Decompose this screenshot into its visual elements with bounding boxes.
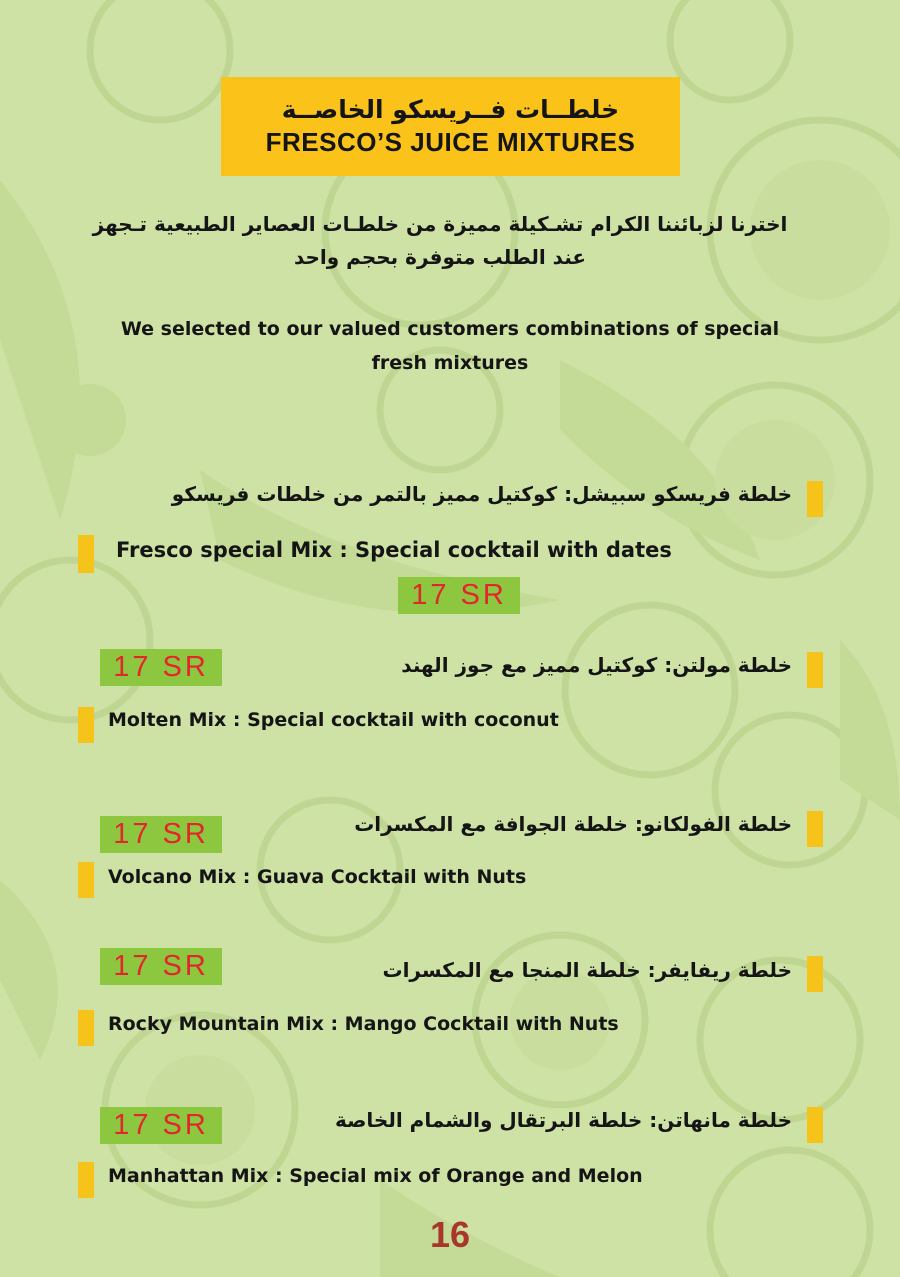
intro-english [60, 312, 840, 380]
item-english-text: Manhattan Mix : Special mix of Orange and Melon [108, 1165, 643, 1187]
accent-bar [78, 1010, 94, 1046]
item-english-text: Molten Mix : Special cocktail with coconut [108, 709, 559, 731]
accent-bar [78, 1162, 94, 1198]
item-arabic-text: خلطة ريفايفر: خلطة المنجا مع المكسرات [382, 958, 792, 982]
accent-bar [78, 535, 94, 573]
item-arabic-text: خلطة فريسكو سبيشل: كوكتيل مميز بالتمر من خلطات فريسكو [171, 482, 792, 506]
accent-bar [807, 481, 823, 517]
price-tag: 17 SR [100, 649, 222, 686]
accent-bar [807, 956, 823, 992]
accent-bar [807, 1107, 823, 1143]
intro-arabic [60, 208, 820, 274]
item-arabic-text: خلطة مولتن: كوكتيل مميز مع جوز الهند [401, 653, 792, 677]
accent-bar [807, 652, 823, 688]
accent-bar [78, 707, 94, 743]
intro-english-line-1: We selected to our valued customers combinations of special [120, 318, 780, 340]
price-tag: 17 SR [100, 816, 222, 853]
item-english-text: Rocky Mountain Mix : Mango Cocktail with Nuts [108, 1013, 619, 1035]
title-english: FRESCO’S JUICE MIXTURES [265, 127, 636, 157]
title-arabic: خلطــات فــريسكو الخاصــة [281, 95, 620, 124]
title-banner [221, 77, 680, 176]
page-number: 16 [429, 1214, 471, 1255]
item-english-text: Volcano Mix : Guava Cocktail with Nuts [108, 866, 527, 888]
price-tag: 17 SR [100, 948, 222, 985]
price-tag: 17 SR [398, 577, 520, 614]
item-arabic-text: خلطة مانهاتن: خلطة البرتقال والشمام الخاصة [334, 1108, 792, 1132]
item-arabic-text: خلطة الفولكانو: خلطة الجوافة مع المكسرات [354, 812, 792, 836]
accent-bar [78, 862, 94, 898]
intro-english-line-2: fresh mixtures [371, 352, 529, 374]
intro-arabic-line-2: عند الطلب متوفرة بحجم واحد [293, 245, 587, 269]
accent-bar [807, 811, 823, 847]
intro-arabic-line-1: اخترنا لزبائننا الكرام تشـكيلة مميزة من خلطـات العصاير الطبيعية تـجهز [92, 212, 788, 236]
item-english-text: Fresco special Mix : Special cocktail with dates [116, 538, 672, 562]
price-tag: 17 SR [100, 1107, 222, 1144]
